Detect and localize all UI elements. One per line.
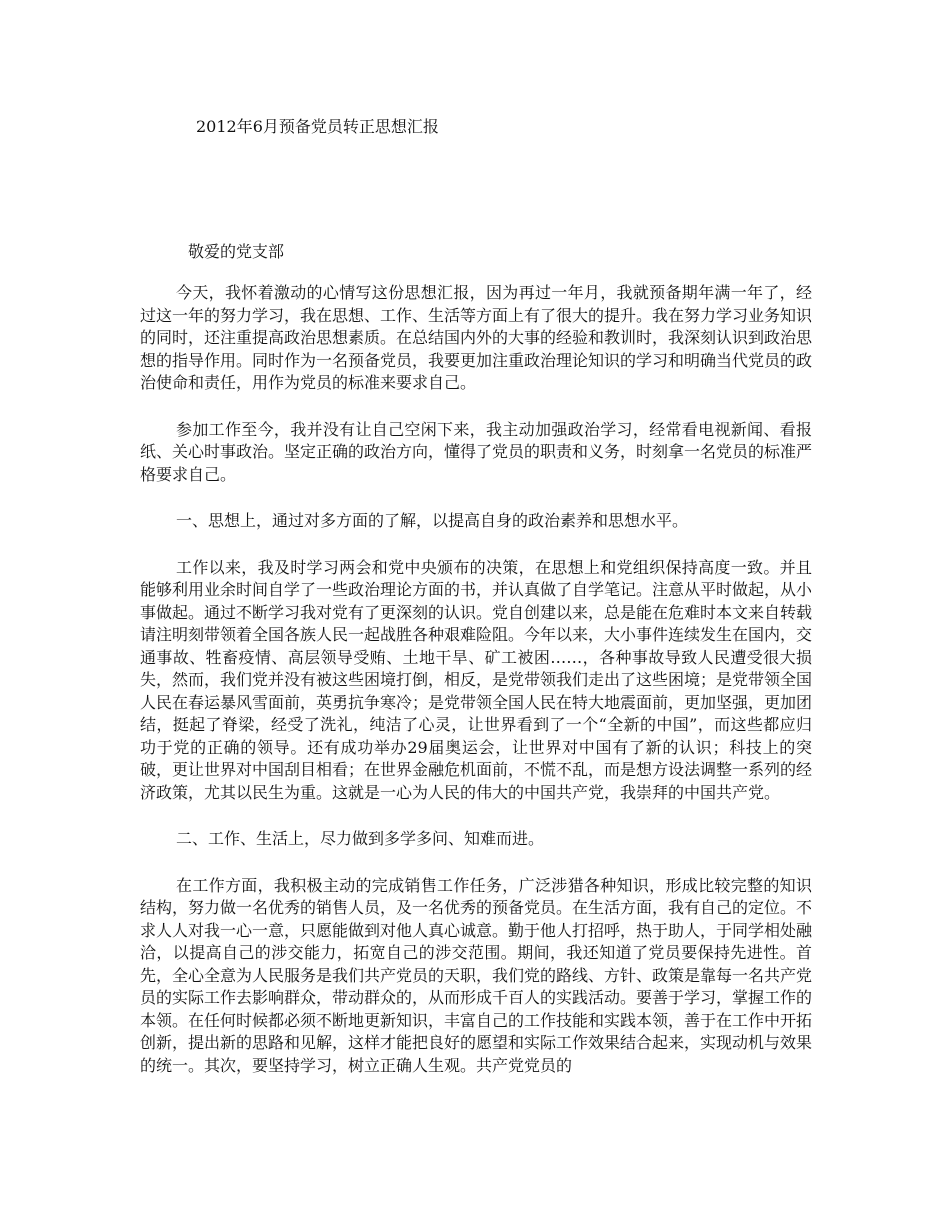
document-body <box>140 282 812 1101</box>
paragraph-work-study: 参加工作至今，我并没有让自己空闲下来，我主动加强政治学习，经常看电视新闻、看报纸、关心时事政治。坚定正确的政治方向，懂得了党员的职责和义务，时刻拿一名党员的标准严格要求自己。 <box>140 419 813 484</box>
salutation: 敬爱的党支部 <box>188 242 285 261</box>
paragraph-intro: 今天，我怀着激动的心情写这份思想汇报，因为再过一年月，我就预备期年满一年了，经过这一年的努力学习，我在思想、工作、生活等方面上有了很大的提升。我在努力学习业务知识的同时，还注重提高政治思想素质。在总结国内外的大事的经验和教训时，我深刻认识到政治思想的指导作用。同时作为一名预备党员，我要更加注重政治理论知识的学习和明确当代党员的政治使命和责任，用作为党员的标准来要求自己。 <box>140 283 813 392</box>
section-heading-work-life: 二、工作、生活上，尽力做到多学多问、知难而进。 <box>176 829 545 848</box>
paragraph-thought: 工作以来，我及时学习两会和党中央颁布的决策，在思想上和党组织保持高度一致。并且能够利用业余时间自学了一些政治理论方面的书，并认真做了自学笔记。注意从平时做起，从小事做起。通过不断学习我对党有了更深刻的认识。党自创建以来，总是能在危难时本文来自转载请注明刻带领着全国各族人民一起战胜各种艰难险阻。今年以来，大小事件连续发生在国内，交通事故、牲畜疫情、高层领导受贿、土地干旱、矿工被困……，各种事故导致人民遭受很大损失，然而，我们党并没有被这些困境打倒，相反，是党带领我们走出了这些困境；是党带领全国人民在春运暴风雪面前，英勇抗争寒冷；是党带领全国人民在特大地震面前，更加坚强，更加团结，挺起了脊梁，经受了洗礼，纯洁了心灵，让世界看到了一个“全新的中国”，而这些都应归功于党的正确的领导。还有成功举办29届奥运会，让世界对中国有了新的认识；科技上的突破，更让世界对中国刮目相看；在世界金融危机面前，不慌不乱，而是想方设法调整一系列的经济政策，尤其以民生为重。这就是一心为人民的伟大的中国共产党，我崇拜的中国共产党。 <box>140 557 813 802</box>
paragraph-work-life: 在工作方面，我积极主动的完成销售工作任务，广泛涉猎各种知识，形成比较完整的知识结构，努力做一名优秀的销售人员，及一名优秀的预备党员。在生活方面，我有自己的定位。不求人人对我一心一意，只愿能做到对他人真心诚意。勤于他人打招呼，热于助人，于同学相处融洽，以提高自己的涉交能力，拓宽自己的涉交范围。期间，我还知道了党员要保持先进性。首先，全心全意为人民服务是我们共产党员的天职，我们党的路线、方针、政策是靠每一名共产党员的实际工作去影响群众，带动群众的，从而形成千百人的实践活动。要善于学习，掌握工作的本领。在任何时候都必须不断地更新知识，丰富自己的工作技能和实践本领，善于在工作中开拓创新，提出新的思路和见解，这样才能把良好的愿望和实际工作效果结合起来，实现动机与效果的统一。其次，要坚持学习，树立正确人生观。共产党党员的 <box>140 875 813 1075</box>
section-heading-thought: 一、思想上，通过对多方面的了解，以提高自身的政治素养和思想水平。 <box>176 511 689 530</box>
document-title: 2012年6月预备党员转正思想汇报 <box>196 117 439 136</box>
